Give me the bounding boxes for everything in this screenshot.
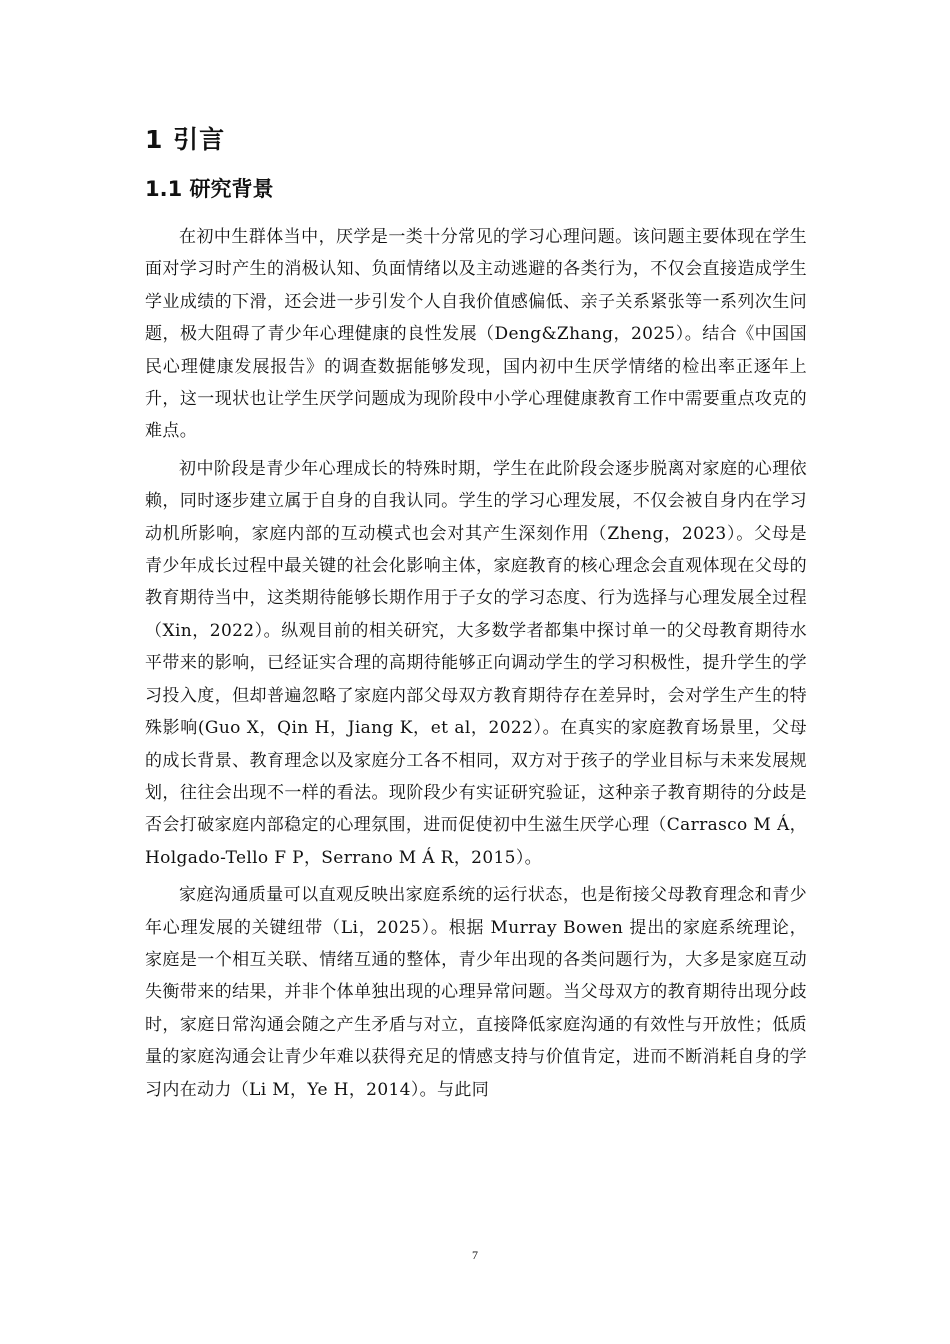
section-heading: 1.1 研究背景 (145, 177, 274, 201)
chapter-heading: 1 引言 (145, 125, 226, 154)
paragraph-2: 初中阶段是青少年心理成长的特殊时期，学生在此阶段会逐步脱离对家庭的心理依赖，同时逐步建立属于自身的自我认同。学生的学习心理发展，不仅会被自身内在学习动机所影响，家庭内部的互动模式也会对其产生深刻作用（Zheng，2023）。父母是青少年成长过程中最关键的社会化影响主体，家庭教育的核心理念会直观体现在父母的教育期待当中，这类期待能够长期作用于子女的学习态度、行为选择与心理发展全过程（Xin，2022）。纵观目前的相关研究，大多数学者都集中探讨单一的父母教育期待水平带来的影响，已经证实合理的高期待能够正向调动学生的学习积极性，提升学生的学习投入度，但却普遍忽略了家庭内部父母双方教育期待存在差异时，会对学生产生的特殊影响(Guo X，Qin H，Jiang K，et al，2022）。在真实的家庭教育场景里，父母的成长背景、教育理念以及家庭分工各不相同，双方对于孩子的学业目标与未来发展规划，往往会出现不一样的看法。现阶段少有实证研究验证，这种亲子教育期待的分歧是否会打破家庭内部稳定的心理氛围，进而促使初中生滋生厌学心理（Carrasco M Á，Holgado-Tello F P，Serrano M Á R，2015）。 (145, 458, 807, 868)
body-text (145, 221, 807, 1111)
paragraph-1: 在初中生群体当中，厌学是一类十分常见的学习心理问题。该问题主要体现在学生面对学习时产生的消极认知、负面情绪以及主动逃避的各类行为，不仅会直接造成学生学业成绩的下滑，还会进一步引发个人自我价值感偏低、亲子关系紧张等一系列次生问题，极大阻碍了青少年心理健康的良性发展（Deng&Zhang，2025）。结合《中国国民心理健康发展报告》的调查数据能够发现，国内初中生厌学情绪的检出率正逐年上升，这一现状也让学生厌学问题成为现阶段中小学心理健康教育工作中需要重点攻克的难点。 (145, 227, 807, 442)
page-number: 7 (472, 1248, 478, 1262)
paragraph-3: 家庭沟通质量可以直观反映出家庭系统的运行状态，也是衔接父母教育理念和青少年心理发展的关键纽带（Li，2025）。根据 Murray Bowen 提出的家庭系统理论，家庭是一个相互关联、情绪互通的整体，青少年出现的各类问题行为，大多是家庭互动失衡带来的结果，并非个体单独出现的心理异常问题。当父母双方的教育期待出现分歧时，家庭日常沟通会随之产生矛盾与对立，直接降低家庭沟通的有效性与开放性；低质量的家庭沟通会让青少年难以获得充足的情感支持与价值肯定，进而不断消耗自身的学习内在动力（Li M，Ye H，2014）。与此同 (145, 885, 807, 1100)
